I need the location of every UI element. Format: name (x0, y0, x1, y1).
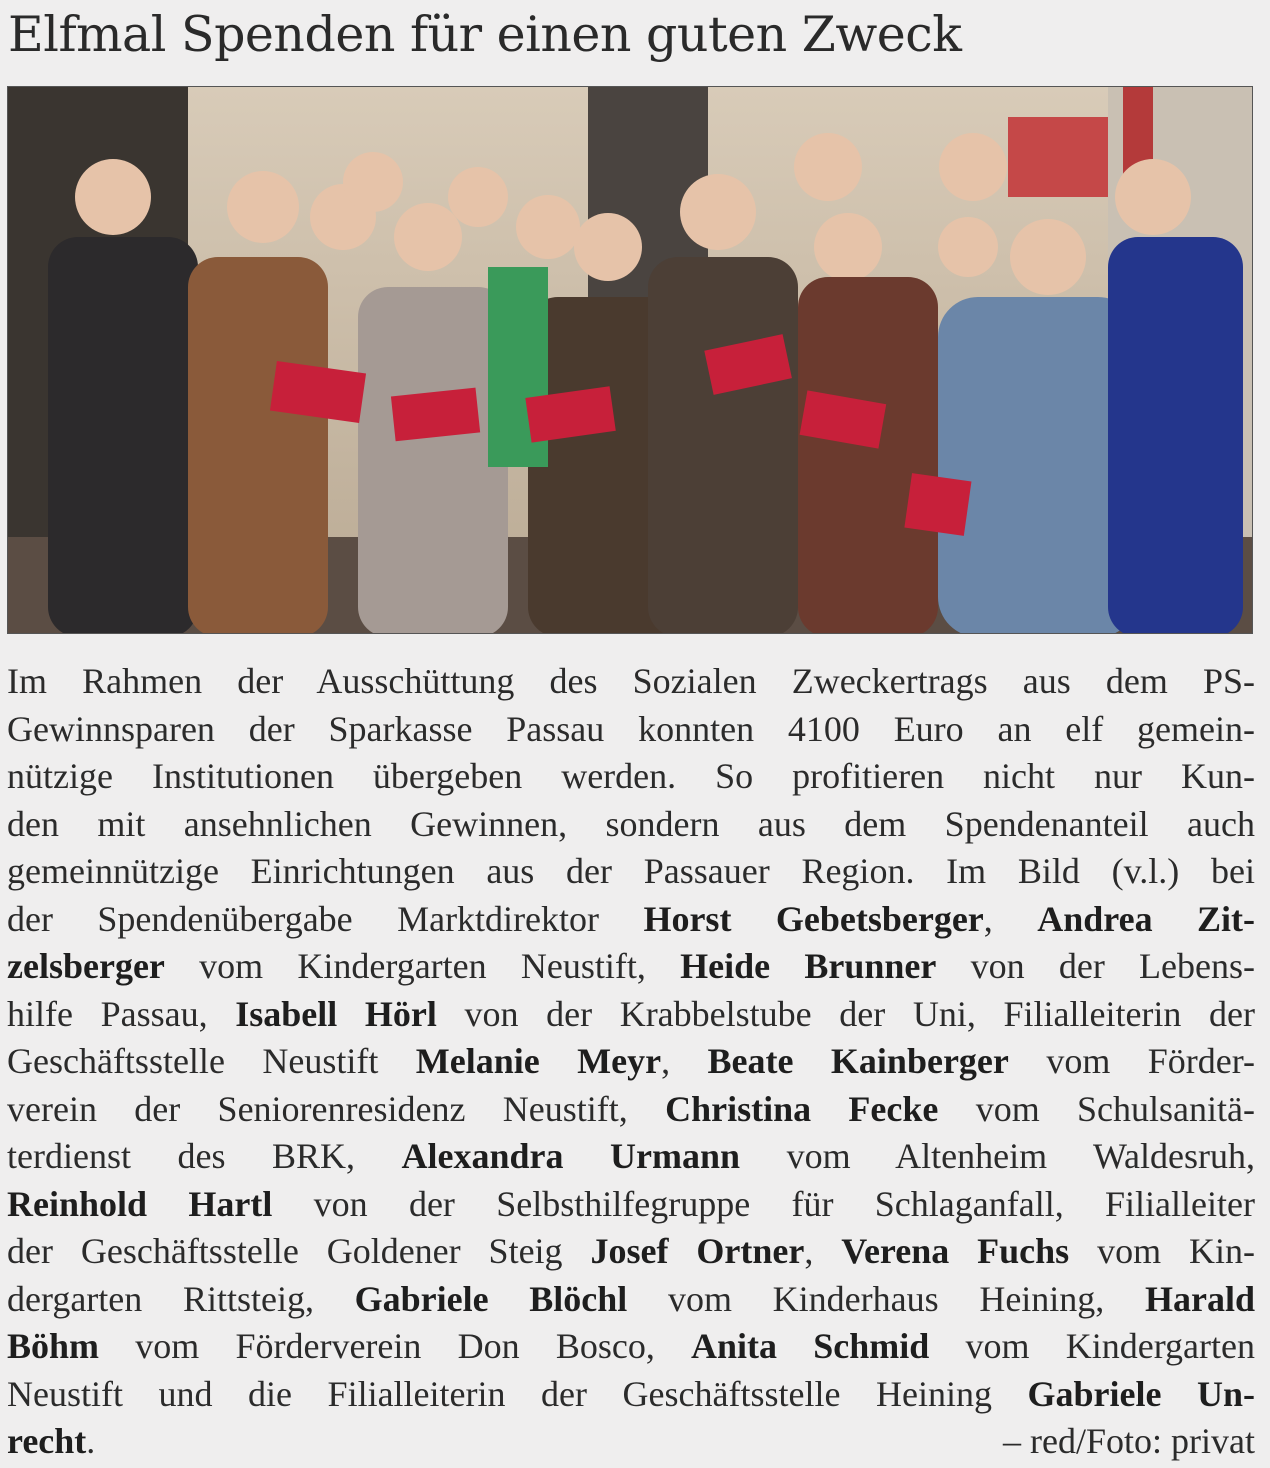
body-text-segment: vom Kindergarten Neustift, (164, 946, 681, 986)
person-name: Harald (1144, 1278, 1255, 1319)
person-name: recht (7, 1421, 87, 1461)
body-text-segment: vom Kinderhaus Heining, (627, 1278, 1145, 1319)
person-name: Horst Gebetsberger (643, 898, 984, 939)
body-text-segment: den mit ansehnlichen Gewinnen, sondern aus dem Spendenanteil auch (7, 803, 1255, 844)
person-name: Anita Schmid (691, 1326, 930, 1366)
body-text-segment: , (661, 1041, 708, 1081)
body-text-segment: verein der Seniorenresidenz Neustift, (7, 1088, 666, 1129)
body-line (7, 1323, 1255, 1371)
body-line (7, 1228, 1255, 1276)
person-name: Andrea Zit- (1037, 898, 1255, 939)
body-line (7, 1181, 1255, 1229)
body-text-segment: nützige Institutionen übergeben werden. So profitieren nicht nur Kun- (7, 756, 1255, 796)
last-line-text (7, 1418, 95, 1466)
body-line (7, 1133, 1255, 1181)
headline: Elfmal Spenden für einen guten Zweck (8, 6, 962, 63)
body-line (7, 896, 1255, 944)
person-name: Josef Ortner (590, 1231, 805, 1271)
body-text-segment: dergarten Rittsteig, (7, 1278, 355, 1319)
body-line (7, 1038, 1255, 1086)
body-text-segment: , (983, 898, 1038, 939)
body-text-segment: vom Förder- (1008, 1041, 1255, 1081)
body-line (7, 991, 1255, 1039)
body-text-segment: gemeinnützige Einrichtungen aus der Passauer Region. Im Bild (v.l.) bei (7, 851, 1255, 891)
body-line (7, 943, 1255, 991)
body-text-segment: vom Kin- (1069, 1231, 1255, 1271)
body-text-segment: vom Förderverein Don Bosco, (99, 1326, 692, 1366)
body-text-segment: vom Schulsanitä- (938, 1088, 1255, 1129)
body-text-segment: der Spendenübergabe Marktdirektor (7, 898, 644, 939)
body-text-segment: . (86, 1421, 96, 1461)
body-text-segment: Gewinnsparen der Sparkasse Passau konnten 4100 Euro an elf gemein- (7, 708, 1255, 749)
body-text-segment: terdienst des BRK, (7, 1136, 402, 1176)
body-line (7, 1086, 1255, 1134)
person-name: Reinhold Hartl (7, 1183, 273, 1224)
body-text-segment: Im Rahmen der Ausschüttung des Sozialen Zweckertrags aus dem PS- (7, 661, 1255, 701)
last-line (7, 1418, 1255, 1466)
body-text-segment: hilfe Passau, (7, 993, 236, 1034)
person-name: Isabell Hörl (235, 993, 437, 1034)
body-text-segment: Geschäftsstelle Neustift (7, 1041, 416, 1081)
body-line (7, 706, 1255, 754)
body-text-segment: Neustift und die Filialleiterin der Geschäftsstelle Heining (7, 1373, 1028, 1414)
body-text-segment: vom Kindergarten (929, 1326, 1255, 1366)
body-text-segment: vom Altenheim Waldesruh, (740, 1136, 1255, 1176)
article-body (7, 658, 1255, 1466)
body-line (7, 1371, 1255, 1419)
person-name: Beate Kainberger (707, 1041, 1009, 1081)
body-text-segment: , (804, 1231, 842, 1271)
body-text-segment: von der Krabbelstube der Uni, Filialleiterin der (436, 993, 1256, 1034)
person-name: Heide Brunner (680, 946, 937, 986)
body-line (7, 1276, 1255, 1324)
body-line (7, 658, 1255, 706)
photo-image (8, 87, 1253, 634)
body-line (7, 848, 1255, 896)
person-name: Böhm (7, 1326, 100, 1366)
person-name: zelsberger (7, 946, 165, 986)
photo-credit: – red/Foto: privat (1003, 1421, 1255, 1461)
body-text-segment: von der Selbsthilfegruppe für Schlaganfall, Filialleiter (272, 1183, 1255, 1224)
person-name: Gabriele Blöchl (354, 1278, 628, 1319)
body-text-segment: der Geschäftsstelle Goldener Steig (7, 1231, 591, 1271)
person-name: Alexandra Urmann (401, 1136, 741, 1176)
body-line (7, 801, 1255, 849)
person-name: Melanie Meyr (415, 1041, 662, 1081)
body-text-segment: von der Lebens- (936, 946, 1255, 986)
person-name: Verena Fuchs (841, 1231, 1070, 1271)
group-photo (7, 86, 1253, 634)
person-name: Gabriele Un- (1027, 1373, 1255, 1414)
person-name: Christina Fecke (665, 1088, 939, 1129)
body-line (7, 753, 1255, 801)
